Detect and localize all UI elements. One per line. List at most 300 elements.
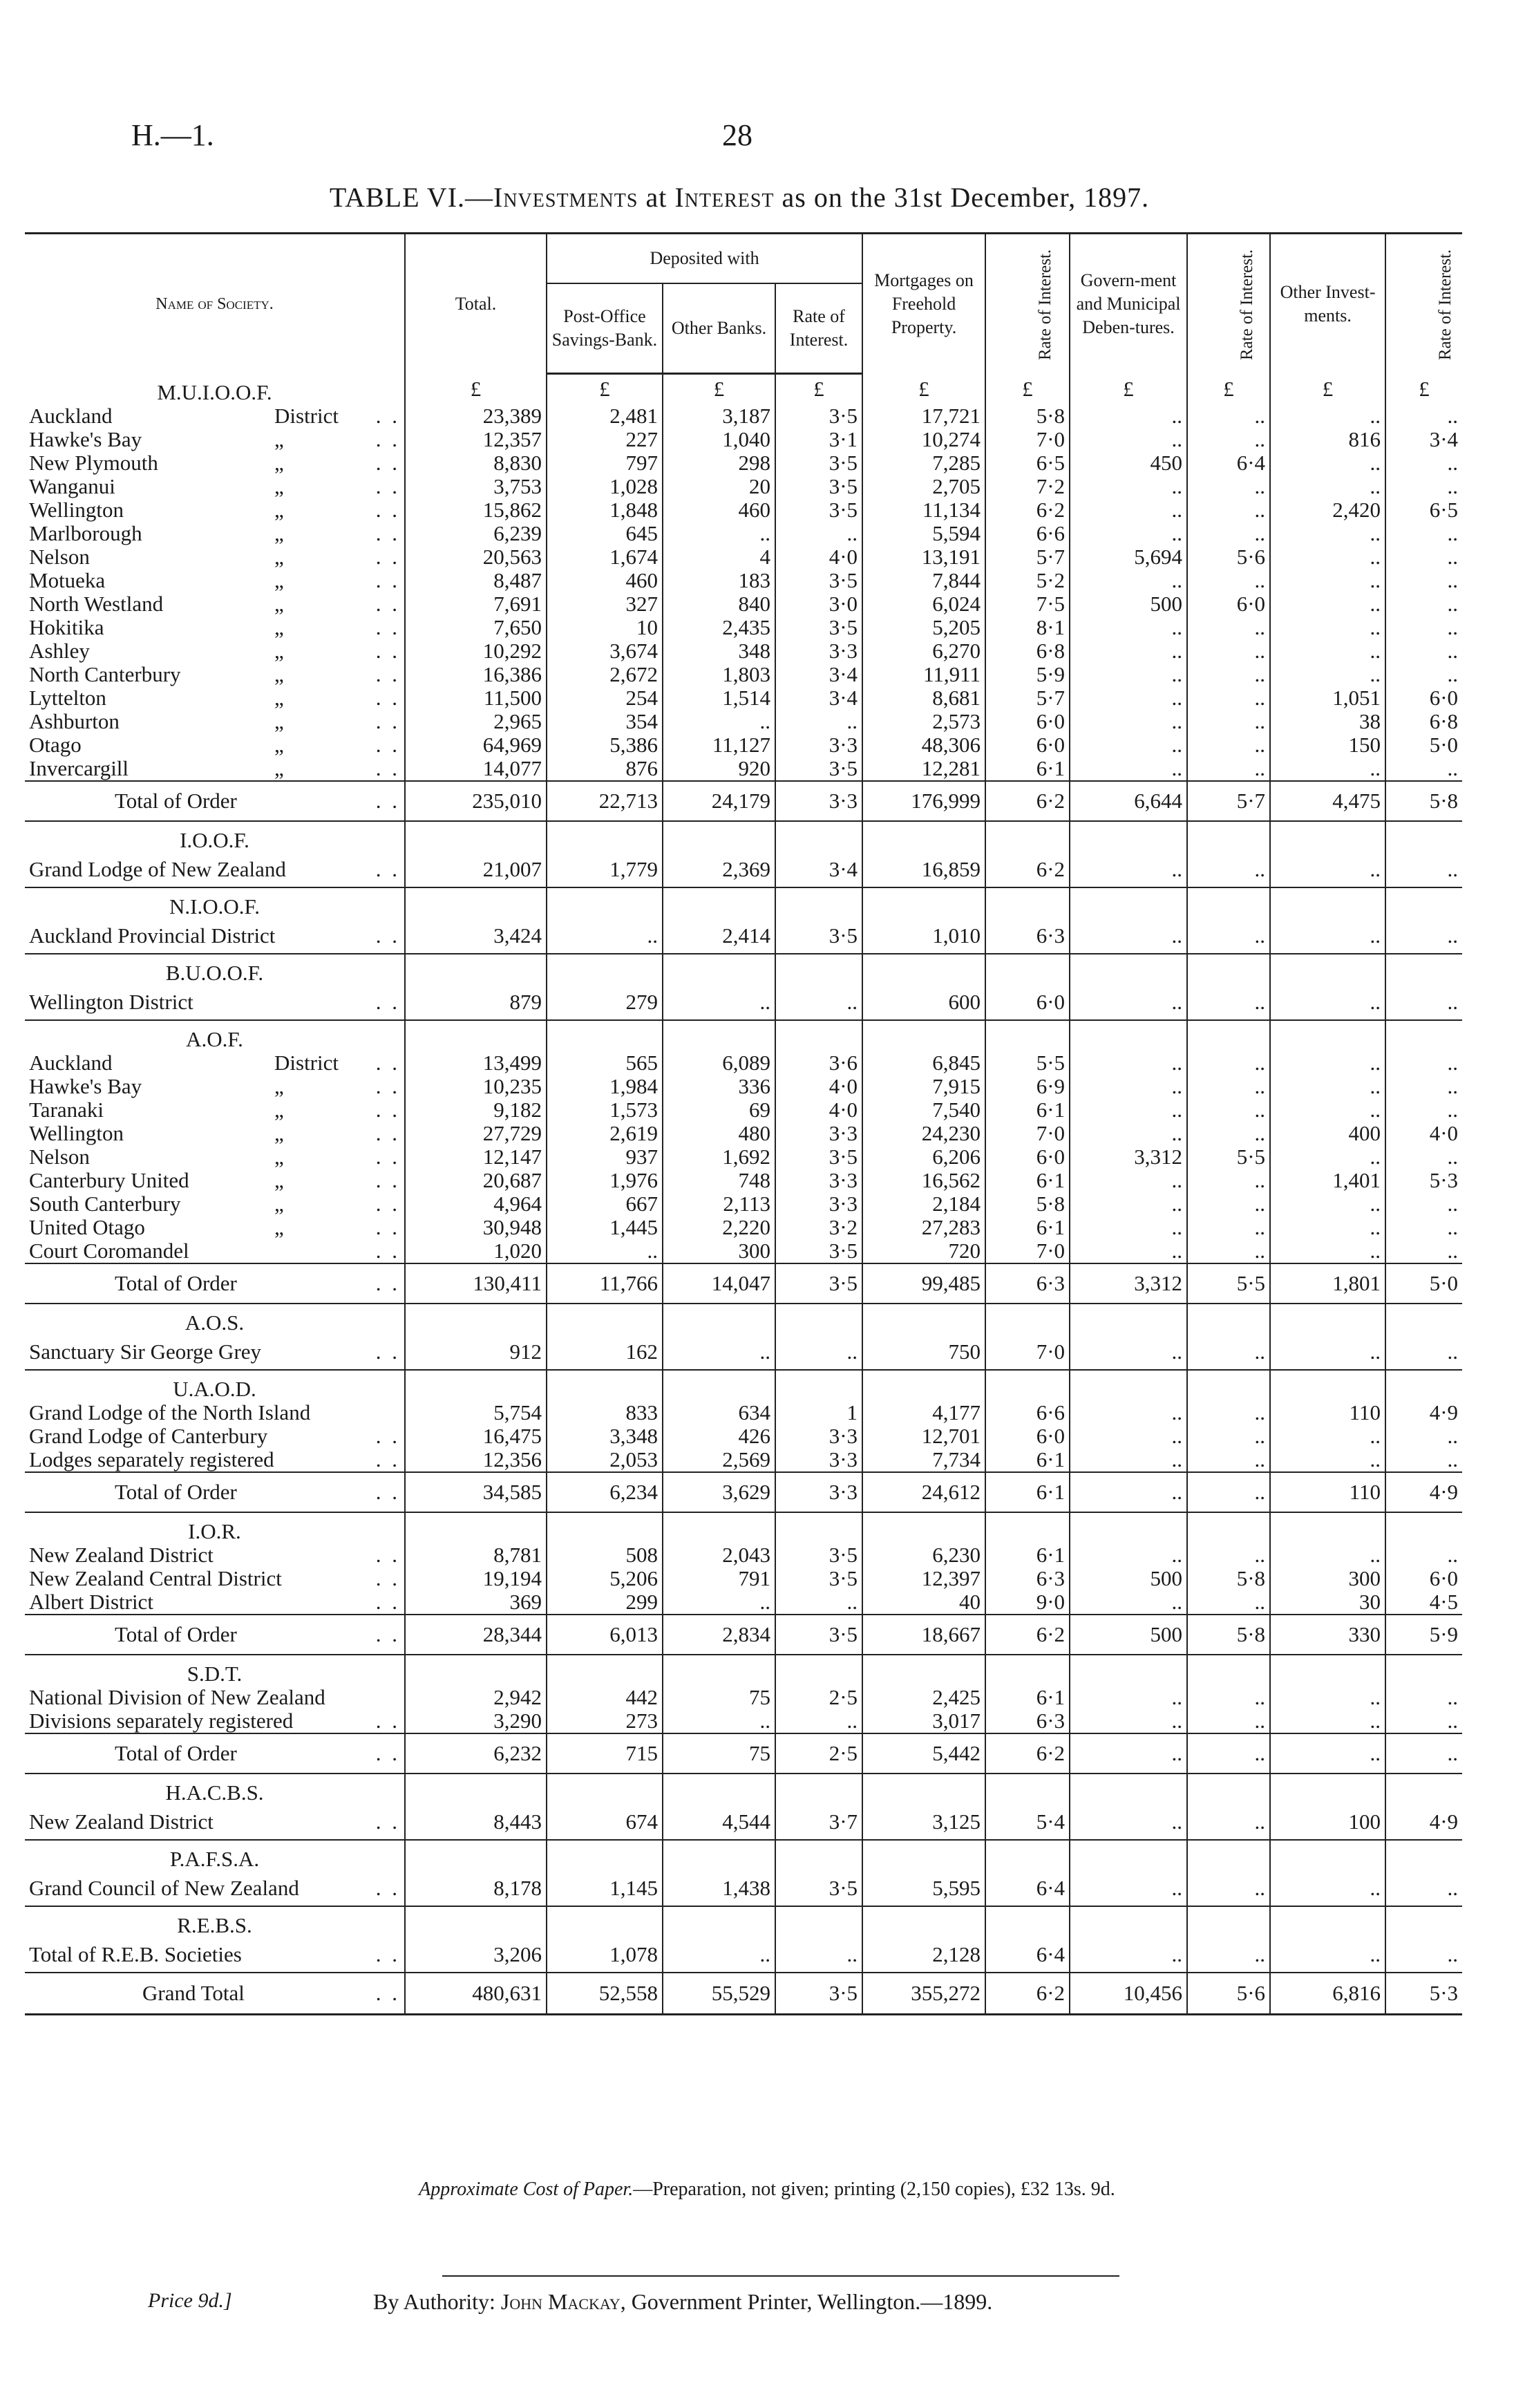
cell-post-office: 1,573 bbox=[547, 1098, 663, 1122]
leader-dots: . . bbox=[375, 1809, 400, 1834]
cell-mortgages: 24,230 bbox=[862, 1122, 985, 1145]
cell-mortgages: 7,734 bbox=[862, 1448, 985, 1472]
cell-rate-government: 5·8 bbox=[1187, 1615, 1270, 1655]
cell-other-banks: 1,040 bbox=[663, 428, 775, 451]
cell-mortgages: 2,573 bbox=[862, 710, 985, 733]
cell-rate-government: 5·8 bbox=[1187, 1567, 1270, 1590]
group-title: S.D.T. bbox=[187, 1661, 243, 1686]
cell-total: 6,232 bbox=[405, 1733, 547, 1774]
cell-other-investments: 38 bbox=[1270, 710, 1385, 733]
col-rate-government-label: Rate of Interest. bbox=[1238, 249, 1257, 360]
society-name: Wellington District bbox=[29, 989, 193, 1014]
cell-total bbox=[405, 1304, 547, 1335]
cell-rate-government bbox=[1187, 1370, 1270, 1401]
cell-government: .. bbox=[1070, 710, 1187, 733]
cell-rate-mortgages: 6·0 bbox=[985, 710, 1070, 733]
cell-rate-government: .. bbox=[1187, 404, 1270, 428]
group-header-row bbox=[25, 1655, 1462, 1686]
cell-other-banks: .. bbox=[663, 1709, 775, 1733]
society-name-cell bbox=[25, 522, 405, 545]
cell-government bbox=[1070, 1304, 1187, 1335]
society-name-cell bbox=[25, 1122, 405, 1145]
leader-dots: . . bbox=[375, 545, 400, 569]
society-name-cell bbox=[25, 1615, 405, 1655]
cell-post-office: 2,619 bbox=[547, 1122, 663, 1145]
cell-rate-other: 5·0 bbox=[1385, 733, 1462, 757]
society-name-cell bbox=[25, 686, 405, 710]
cell-government bbox=[1070, 1370, 1187, 1401]
cell-government: .. bbox=[1070, 1937, 1187, 1973]
society-row bbox=[25, 592, 1462, 616]
cell-other-banks: 1,692 bbox=[663, 1145, 775, 1169]
cell-rate-other: .. bbox=[1385, 1335, 1462, 1370]
society-row bbox=[25, 1709, 1462, 1733]
cell-rate-deposited: 3·5 bbox=[775, 475, 862, 498]
leader-dots: . . bbox=[375, 1447, 400, 1471]
cell-rate-deposited bbox=[775, 1655, 862, 1686]
cell-rate-government: .. bbox=[1187, 1805, 1270, 1840]
cell-other-investments: 110 bbox=[1270, 1472, 1385, 1512]
cell-other-investments: .. bbox=[1270, 1335, 1385, 1370]
society-row bbox=[25, 757, 1462, 781]
cell-government bbox=[1070, 1906, 1187, 1937]
cell-government: .. bbox=[1070, 428, 1187, 451]
cell-mortgages: 7,915 bbox=[862, 1075, 985, 1098]
cell-rate-other: 4·9 bbox=[1385, 1401, 1462, 1424]
cell-government: .. bbox=[1070, 1192, 1187, 1216]
cell-post-office: 6,013 bbox=[547, 1615, 663, 1655]
cell-government bbox=[1070, 1020, 1187, 1051]
society-name: Total of Order bbox=[115, 1621, 237, 1646]
cell-rate-mortgages: 6·2 bbox=[985, 1733, 1070, 1774]
cell-total: 12,357 bbox=[405, 428, 547, 451]
society-name-cell bbox=[25, 1709, 405, 1733]
cell-rate-deposited: 3·5 bbox=[775, 569, 862, 592]
cell-rate-deposited: 3·3 bbox=[775, 639, 862, 663]
cell-other-banks: 426 bbox=[663, 1424, 775, 1448]
society-suffix: „ bbox=[274, 545, 284, 569]
cell-rate-government bbox=[1187, 1304, 1270, 1335]
society-row bbox=[25, 522, 1462, 545]
cell-rate-deposited: 3·3 bbox=[775, 1169, 862, 1192]
cell-total bbox=[405, 887, 547, 919]
group-header-row bbox=[25, 1304, 1462, 1335]
page-number: 28 bbox=[722, 118, 752, 152]
leader-dots: . . bbox=[375, 474, 400, 498]
leader-dots: . . bbox=[375, 1270, 400, 1295]
cell-other-banks: .. bbox=[663, 1335, 775, 1370]
cell-rate-deposited bbox=[775, 1906, 862, 1937]
cell-post-office: 10 bbox=[547, 616, 663, 639]
leader-dots: . . bbox=[375, 568, 400, 592]
cell-rate-other bbox=[1385, 1304, 1462, 1335]
group-header-row bbox=[25, 1840, 1462, 1871]
cell-other-banks: 300 bbox=[663, 1239, 775, 1263]
cell-post-office bbox=[547, 1304, 663, 1335]
cell-post-office: 279 bbox=[547, 985, 663, 1020]
cell-mortgages: 6,270 bbox=[862, 639, 985, 663]
cell-other-investments: .. bbox=[1270, 1543, 1385, 1567]
society-name-cell bbox=[25, 639, 405, 663]
society-name: Total of Order bbox=[115, 1740, 237, 1765]
society-name: New Plymouth bbox=[29, 451, 158, 475]
cell-other-banks: 14,047 bbox=[663, 1263, 775, 1304]
cell-post-office bbox=[547, 821, 663, 852]
printer-authority bbox=[373, 2289, 992, 2315]
cell-post-office: 508 bbox=[547, 1543, 663, 1567]
cell-total: 28,344 bbox=[405, 1615, 547, 1655]
cell-other-banks: .. bbox=[663, 1937, 775, 1973]
society-suffix: „ bbox=[274, 615, 284, 639]
cell-rate-deposited: 3·3 bbox=[775, 781, 862, 821]
cell-total: 8,781 bbox=[405, 1543, 547, 1567]
cell-rate-deposited bbox=[775, 1512, 862, 1543]
cell-rate-mortgages: 6·3 bbox=[985, 919, 1070, 954]
cell-rate-mortgages bbox=[985, 1370, 1070, 1401]
cell-post-office: 354 bbox=[547, 710, 663, 733]
cell-other-banks bbox=[663, 1906, 775, 1937]
society-name-cell bbox=[25, 1075, 405, 1098]
cell-rate-government: .. bbox=[1187, 1335, 1270, 1370]
currency-symbol: £ bbox=[862, 374, 985, 404]
cell-rate-deposited bbox=[775, 1020, 862, 1051]
cell-rate-deposited: 3·5 bbox=[775, 451, 862, 475]
leader-dots: . . bbox=[375, 498, 400, 522]
cell-post-office: 1,078 bbox=[547, 1937, 663, 1973]
grand-total-row bbox=[25, 1973, 1462, 2015]
cell-other-investments: 6,816 bbox=[1270, 1973, 1385, 2015]
society-suffix: „ bbox=[274, 592, 284, 616]
cell-rate-deposited: 3·0 bbox=[775, 592, 862, 616]
society-row bbox=[25, 1192, 1462, 1216]
cell-total: 1,020 bbox=[405, 1239, 547, 1263]
cell-total: 27,729 bbox=[405, 1122, 547, 1145]
society-name-cell bbox=[25, 733, 405, 757]
cell-post-office: 1,028 bbox=[547, 475, 663, 498]
cell-government bbox=[1070, 887, 1187, 919]
society-name-cell bbox=[25, 1145, 405, 1169]
cell-rate-mortgages: 7·0 bbox=[985, 1239, 1070, 1263]
society-name-cell bbox=[25, 592, 405, 616]
cell-rate-other: .. bbox=[1385, 1733, 1462, 1774]
cell-total: 130,411 bbox=[405, 1263, 547, 1304]
society-name-cell bbox=[25, 710, 405, 733]
leader-dots: . . bbox=[375, 1709, 400, 1733]
cell-rate-other: 6·0 bbox=[1385, 686, 1462, 710]
cell-rate-other: .. bbox=[1385, 1686, 1462, 1709]
cell-rate-mortgages: 6·4 bbox=[985, 1937, 1070, 1973]
cell-rate-deposited: 3·5 bbox=[775, 616, 862, 639]
title-mid: at bbox=[638, 182, 675, 213]
col-rate-mortgages bbox=[985, 234, 1070, 374]
cell-other-banks: 2,220 bbox=[663, 1216, 775, 1239]
cell-mortgages: 18,667 bbox=[862, 1615, 985, 1655]
cell-rate-other: 4·9 bbox=[1385, 1472, 1462, 1512]
cell-other-banks: 634 bbox=[663, 1401, 775, 1424]
cell-other-investments: .. bbox=[1270, 663, 1385, 686]
group-header-row bbox=[25, 1774, 1462, 1805]
cell-rate-government bbox=[1187, 821, 1270, 852]
cell-mortgages: 720 bbox=[862, 1239, 985, 1263]
cell-rate-other bbox=[1385, 1774, 1462, 1805]
cell-rate-other: .. bbox=[1385, 1145, 1462, 1169]
society-name: Grand Total bbox=[142, 1980, 245, 2005]
society-suffix: „ bbox=[274, 686, 284, 710]
cell-rate-other: 6·0 bbox=[1385, 1567, 1462, 1590]
cell-total: 3,290 bbox=[405, 1709, 547, 1733]
cell-mortgages: 600 bbox=[862, 985, 985, 1020]
cell-rate-other bbox=[1385, 1512, 1462, 1543]
cell-rate-government: .. bbox=[1187, 1192, 1270, 1216]
currency-symbol: £ bbox=[405, 374, 547, 404]
cell-government: .. bbox=[1070, 1709, 1187, 1733]
cell-post-office: 674 bbox=[547, 1805, 663, 1840]
cell-government bbox=[1070, 954, 1187, 985]
society-row bbox=[25, 733, 1462, 757]
cell-rate-deposited: 3·1 bbox=[775, 428, 862, 451]
cell-post-office: 5,206 bbox=[547, 1567, 663, 1590]
society-name-cell bbox=[25, 1424, 405, 1448]
group-header-row bbox=[25, 374, 1462, 404]
society-name-cell bbox=[25, 545, 405, 569]
society-name: Marlborough bbox=[29, 521, 142, 545]
col-total: Total. bbox=[405, 234, 547, 374]
cell-rate-other bbox=[1385, 954, 1462, 985]
society-name: Grand Lodge of New Zealand bbox=[29, 856, 286, 881]
cell-mortgages: 16,562 bbox=[862, 1169, 985, 1192]
cell-post-office: 227 bbox=[547, 428, 663, 451]
currency-symbol: £ bbox=[1187, 374, 1270, 404]
cell-rate-other: .. bbox=[1385, 522, 1462, 545]
cost-footnote bbox=[0, 2179, 1534, 2201]
cell-rate-government bbox=[1187, 887, 1270, 919]
cell-rate-government: .. bbox=[1187, 639, 1270, 663]
cell-rate-deposited: 2·5 bbox=[775, 1733, 862, 1774]
cell-total: 235,010 bbox=[405, 781, 547, 821]
cell-rate-mortgages: 6·2 bbox=[985, 498, 1070, 522]
cell-rate-government bbox=[1187, 1512, 1270, 1543]
cell-other-investments: .. bbox=[1270, 1075, 1385, 1098]
cell-rate-deposited: 1 bbox=[775, 1401, 862, 1424]
cell-government: .. bbox=[1070, 1733, 1187, 1774]
society-suffix: „ bbox=[274, 521, 284, 545]
cell-other-banks: 11,127 bbox=[663, 733, 775, 757]
society-suffix: „ bbox=[274, 662, 284, 686]
leader-dots: . . bbox=[375, 1192, 400, 1216]
cell-rate-mortgages: 6·2 bbox=[985, 781, 1070, 821]
cell-other-investments: 816 bbox=[1270, 428, 1385, 451]
society-name-cell bbox=[25, 1098, 405, 1122]
society-name: Court Coromandel bbox=[29, 1239, 189, 1263]
cell-total: 8,443 bbox=[405, 1805, 547, 1840]
society-name-cell bbox=[25, 451, 405, 475]
cell-total: 912 bbox=[405, 1335, 547, 1370]
cell-other-banks: 1,803 bbox=[663, 663, 775, 686]
cell-rate-government: .. bbox=[1187, 1122, 1270, 1145]
society-name: Auckland bbox=[29, 1051, 113, 1075]
cell-rate-other: 4·9 bbox=[1385, 1805, 1462, 1840]
society-row bbox=[25, 639, 1462, 663]
society-name: Ashburton bbox=[29, 709, 120, 733]
society-name: Hokitika bbox=[29, 615, 104, 639]
cell-post-office: 1,674 bbox=[547, 545, 663, 569]
cell-rate-government: .. bbox=[1187, 686, 1270, 710]
cell-government: .. bbox=[1070, 522, 1187, 545]
society-row bbox=[25, 1448, 1462, 1472]
cell-other-investments: .. bbox=[1270, 545, 1385, 569]
society-name: Wanganui bbox=[29, 474, 115, 498]
society-row bbox=[25, 985, 1462, 1020]
cell-rate-government: .. bbox=[1187, 475, 1270, 498]
title-interest: Interest bbox=[674, 182, 775, 213]
cell-rate-deposited: 3·4 bbox=[775, 663, 862, 686]
cell-mortgages bbox=[862, 1774, 985, 1805]
cell-rate-mortgages: 5·8 bbox=[985, 1192, 1070, 1216]
cell-rate-mortgages: 6·1 bbox=[985, 1543, 1070, 1567]
cell-other-investments bbox=[1270, 1655, 1385, 1686]
cell-rate-deposited bbox=[775, 1370, 862, 1401]
cost-label: Approximate Cost of Paper. bbox=[419, 2179, 634, 2200]
cell-other-banks: 75 bbox=[663, 1733, 775, 1774]
cell-rate-mortgages: 7·0 bbox=[985, 428, 1070, 451]
cell-government: .. bbox=[1070, 1239, 1187, 1263]
cell-other-investments bbox=[1270, 954, 1385, 985]
cell-rate-mortgages: 6·1 bbox=[985, 1098, 1070, 1122]
cell-rate-deposited: .. bbox=[775, 522, 862, 545]
cell-other-investments: .. bbox=[1270, 592, 1385, 616]
society-name: South Canterbury bbox=[29, 1192, 181, 1216]
cell-total bbox=[405, 1370, 547, 1401]
cell-rate-deposited: 3·6 bbox=[775, 1051, 862, 1075]
cell-other-banks: 2,414 bbox=[663, 919, 775, 954]
society-row bbox=[25, 1145, 1462, 1169]
cell-rate-deposited: 3·3 bbox=[775, 1424, 862, 1448]
cell-rate-other: .. bbox=[1385, 1216, 1462, 1239]
cell-rate-other: .. bbox=[1385, 592, 1462, 616]
cell-rate-mortgages: 6·1 bbox=[985, 757, 1070, 781]
cell-post-office: 1,445 bbox=[547, 1216, 663, 1239]
cell-mortgages: 8,681 bbox=[862, 686, 985, 710]
society-suffix: „ bbox=[274, 639, 284, 663]
cell-other-banks: 2,113 bbox=[663, 1192, 775, 1216]
society-suffix: „ bbox=[274, 1074, 284, 1098]
cell-total bbox=[405, 1906, 547, 1937]
cell-rate-mortgages: 9·0 bbox=[985, 1590, 1070, 1615]
cell-rate-deposited: 3·3 bbox=[775, 1472, 862, 1512]
society-name: New Zealand District bbox=[29, 1543, 214, 1567]
cell-rate-other: .. bbox=[1385, 545, 1462, 569]
group-title: R.E.B.S. bbox=[177, 1912, 252, 1937]
cell-other-investments: .. bbox=[1270, 985, 1385, 1020]
cell-rate-deposited: 3·5 bbox=[775, 1239, 862, 1263]
cell-rate-mortgages: 6·1 bbox=[985, 1448, 1070, 1472]
cell-rate-mortgages: 6·6 bbox=[985, 1401, 1070, 1424]
leader-dots: . . bbox=[375, 1740, 400, 1765]
cell-total: 7,650 bbox=[405, 616, 547, 639]
cell-rate-government: 5·7 bbox=[1187, 781, 1270, 821]
cell-other-banks bbox=[663, 1304, 775, 1335]
cell-other-investments: .. bbox=[1270, 1448, 1385, 1472]
cell-other-investments: .. bbox=[1270, 475, 1385, 498]
cell-rate-other: 5·8 bbox=[1385, 781, 1462, 821]
society-row bbox=[25, 1098, 1462, 1122]
cell-rate-other: .. bbox=[1385, 1709, 1462, 1733]
cell-post-office bbox=[547, 954, 663, 985]
cell-rate-mortgages bbox=[985, 954, 1070, 985]
society-suffix: „ bbox=[274, 451, 284, 475]
leader-dots: . . bbox=[375, 1121, 400, 1145]
cell-rate-deposited: 4·0 bbox=[775, 545, 862, 569]
society-name: United Otago bbox=[29, 1215, 145, 1239]
cell-total: 30,948 bbox=[405, 1216, 547, 1239]
leader-dots: . . bbox=[375, 989, 400, 1014]
cell-rate-deposited bbox=[775, 1774, 862, 1805]
col-other-investments: Other Invest-ments. bbox=[1270, 234, 1385, 374]
cell-other-investments: 300 bbox=[1270, 1567, 1385, 1590]
cell-other-investments bbox=[1270, 1840, 1385, 1871]
cell-total: 12,356 bbox=[405, 1448, 547, 1472]
cell-other-investments: .. bbox=[1270, 1871, 1385, 1906]
cell-post-office: 645 bbox=[547, 522, 663, 545]
society-name-cell bbox=[25, 1733, 405, 1774]
society-row bbox=[25, 1169, 1462, 1192]
cell-rate-other: .. bbox=[1385, 1543, 1462, 1567]
cell-post-office: 1,779 bbox=[547, 852, 663, 887]
cell-rate-mortgages: 5·7 bbox=[985, 686, 1070, 710]
cell-total: 369 bbox=[405, 1590, 547, 1615]
currency-symbol: £ bbox=[985, 374, 1070, 404]
cell-mortgages bbox=[862, 1906, 985, 1937]
cell-government: .. bbox=[1070, 1401, 1187, 1424]
leader-dots: . . bbox=[375, 923, 400, 948]
cell-other-investments bbox=[1270, 1020, 1385, 1051]
cell-other-investments: 30 bbox=[1270, 1590, 1385, 1615]
cell-government: .. bbox=[1070, 852, 1187, 887]
society-row bbox=[25, 1871, 1462, 1906]
cell-other-banks: 2,043 bbox=[663, 1543, 775, 1567]
cell-rate-mortgages: 6·1 bbox=[985, 1169, 1070, 1192]
cell-rate-mortgages bbox=[985, 1512, 1070, 1543]
cell-government: .. bbox=[1070, 404, 1187, 428]
cell-other-banks: 748 bbox=[663, 1169, 775, 1192]
cell-other-banks bbox=[663, 1020, 775, 1051]
society-suffix: „ bbox=[274, 709, 284, 733]
cell-rate-mortgages bbox=[985, 1906, 1070, 1937]
cell-rate-government: 6·4 bbox=[1187, 451, 1270, 475]
cell-mortgages: 7,844 bbox=[862, 569, 985, 592]
cell-rate-other bbox=[1385, 1906, 1462, 1937]
cell-rate-mortgages bbox=[985, 1655, 1070, 1686]
cell-rate-deposited bbox=[775, 887, 862, 919]
cell-mortgages: 5,595 bbox=[862, 1871, 985, 1906]
cell-total: 8,178 bbox=[405, 1871, 547, 1906]
society-name-cell bbox=[25, 1192, 405, 1216]
cell-mortgages bbox=[862, 954, 985, 985]
cell-total bbox=[405, 1020, 547, 1051]
cell-mortgages: 11,911 bbox=[862, 663, 985, 686]
cell-rate-government bbox=[1187, 1906, 1270, 1937]
cell-rate-government: .. bbox=[1187, 1216, 1270, 1239]
society-name-cell bbox=[25, 569, 405, 592]
society-name-cell bbox=[25, 1335, 405, 1370]
cell-other-investments: .. bbox=[1270, 1733, 1385, 1774]
cell-total: 11,500 bbox=[405, 686, 547, 710]
cell-rate-other: .. bbox=[1385, 1871, 1462, 1906]
society-name: Otago bbox=[29, 733, 82, 757]
investments-table bbox=[25, 232, 1462, 2015]
cell-rate-government: .. bbox=[1187, 985, 1270, 1020]
cell-rate-other bbox=[1385, 1370, 1462, 1401]
